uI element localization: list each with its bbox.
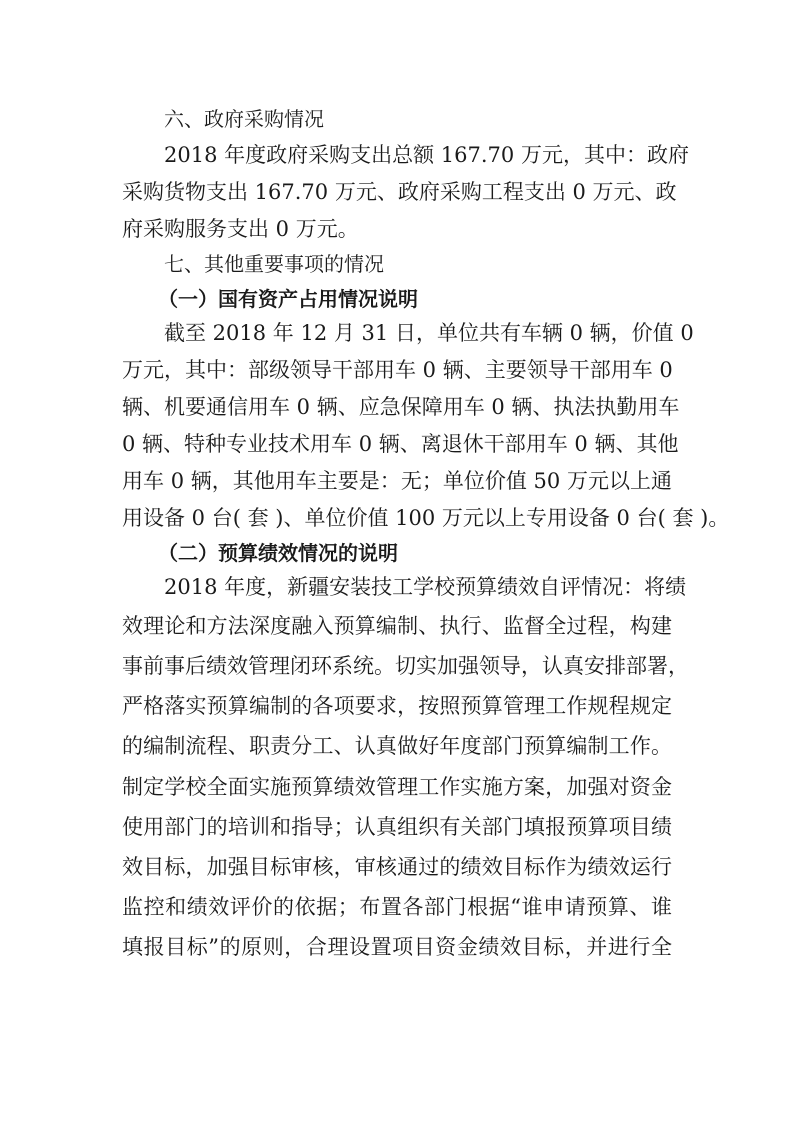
paragraph-line: 2018 年度政府采购支出总额 167.70 万元，其中：政府: [164, 143, 689, 167]
section-heading-other-matters: 七、其他重要事项的情况: [164, 252, 384, 276]
paragraph-line: 0 辆、特种专业技术用车 0 辆、离退休干部用车 0 辆、其他: [122, 432, 679, 456]
paragraph-line: 监控和绩效评价的依据；布置各部门根据“谁申请预算、谁: [122, 895, 672, 919]
paragraph-line: 万元，其中：部级领导干部用车 0 辆、主要领导干部用车 0: [122, 358, 673, 382]
paragraph-line: 制定学校全面实施预算绩效管理工作实施方案，加强对资金: [122, 775, 672, 799]
subsection-heading-budget-performance: （二）预算绩效情况的说明: [158, 541, 398, 565]
paragraph-line: 辆、机要通信用车 0 辆、应急保障用车 0 辆、执法执勤用车: [122, 395, 680, 419]
paragraph-line: 采购货物支出 167.70 万元、政府采购工程支出 0 万元、政: [122, 180, 677, 204]
paragraph-line: 用设备 0 台( 套 )、单位价值 100 万元以上专用设备 0 台( 套 )。: [122, 506, 730, 530]
paragraph-line: 府采购服务支出 0 万元。: [122, 217, 359, 241]
paragraph-line: 使用部门的培训和指导；认真组织有关部门填报预算项目绩: [122, 815, 672, 839]
paragraph-line: 的编制流程、职责分工、认真做好年度部门预算编制工作。: [122, 734, 672, 758]
paragraph-line: 2018 年度，新疆安装技工学校预算绩效自评情况：将绩: [164, 575, 687, 599]
paragraph-line: 效理论和方法深度融入预算编制、执行、监督全过程，构建: [122, 614, 672, 638]
paragraph-line: 严格落实预算编制的各项要求，按照预算管理工作规程规定: [122, 694, 672, 718]
subsection-heading-state-assets: （一）国有资产占用情况说明: [158, 287, 418, 311]
paragraph-line: 填报目标”的原则，合理设置项目资金绩效目标，并进行全: [122, 935, 672, 959]
paragraph-line: 截至 2018 年 12 月 31 日，单位共有车辆 0 辆，价值 0: [164, 321, 694, 345]
paragraph-line: 用车 0 辆，其他用车主要是：无；单位价值 50 万元以上通: [122, 469, 672, 493]
paragraph-line: 效目标，加强目标审核，审核通过的绩效目标作为绩效运行: [122, 855, 672, 879]
section-heading-government-procurement: 六、政府采购情况: [164, 107, 324, 131]
paragraph-line: 事前事后绩效管理闭环系统。切实加强领导，认真安排部署，: [122, 654, 689, 678]
